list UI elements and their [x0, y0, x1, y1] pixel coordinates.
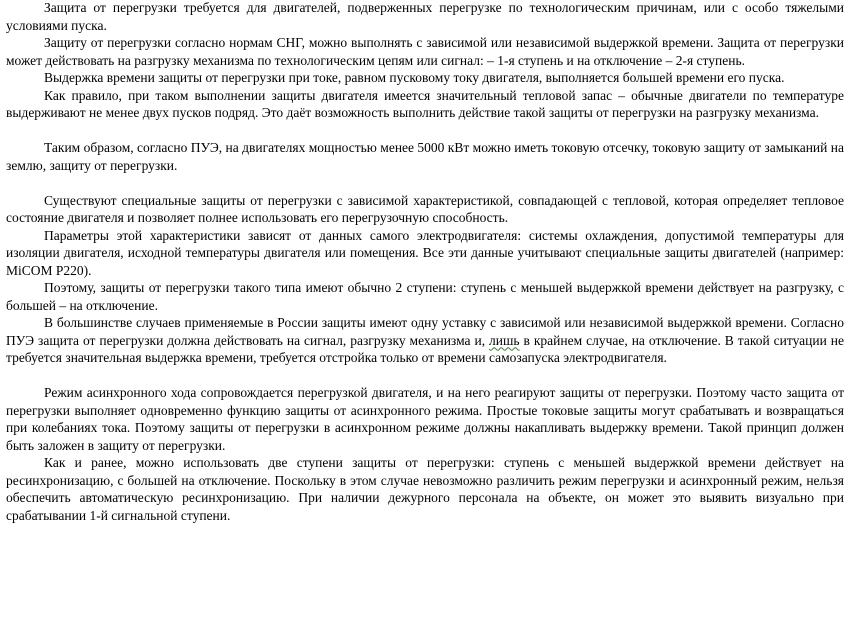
paragraph: Таким образом, согласно ПУЭ, на двигателях мощностью менее 5000 кВт можно иметь токовую отсечку, токовую защиту от замыканий на землю, защиту от перегрузки.: [6, 140, 844, 173]
document-body: [6, 0, 844, 524]
paragraph: [6, 314, 844, 367]
spellcheck-flagged-word: лишь: [489, 332, 520, 348]
paragraph: Выдержка времени защиты от перегрузки при токе, равном пусковому току двигателя, выполняется большей времени его пуска.: [44, 70, 785, 85]
paragraph: Защиту от перегрузки согласно нормам СНГ, можно выполнять с зависимой или независимой выдержкой времени. Защита от перегрузки может действовать на разгрузку механизма по технологическим цепям или сигнал: – 1-я ступень и на отключение – 2-я ступень.: [6, 35, 844, 68]
paragraph: Параметры этой характеристики зависят от данных самого электродвигателя: системы охлаждения, допустимой температуры для изоляции двигателя, исходной температуры двигателя или помещения. Все эти данные учитывают специальные защиты двигателей (например: MiCOM P220).: [6, 227, 844, 278]
paragraph-text: в крайнем случае, на отключение. В такой ситуации не требуется значительная выдержка времени, требуется отстройка только от времени самозапуска электродвигателя.: [6, 332, 844, 365]
paragraph: Существуют специальные защиты от перегрузки с зависимой характеристикой, совпадающей с тепловой, которая определяет тепловое состояние двигателя и позволяет полнее использовать его перегрузочную способность.: [6, 192, 844, 225]
blank-line: [6, 367, 844, 385]
paragraph-text: В большинстве случаев применяемые в России защиты имеют одну уставку с зависимой или независимой выдержкой времени. Согласно ПУЭ защита от перегрузки должна действовать на сигнал, разгрузку механизма и,: [6, 315, 844, 348]
paragraph: Как и ранее, можно использовать две ступени защиты от перегрузки: ступень с меньшей выдержкой времени действует на ресинхронизацию, с большей на отключение. Поскольку в этом случае невозможно различить режим перегрузки и асинхронный режим, нельзя обеспечить автоматическую ресинхронизацию. При наличии дежурного персонала на объекте, он может это выявить визуально при срабатывании 1-й сигнальной ступени.: [6, 455, 844, 523]
paragraph: Режим асинхронного хода сопровождается перегрузкой двигателя, и на него реагируют защиты от перегрузки. Поэтому часто защита от перегрузки выполняет одновременно функцию защиты от асинхронного режима. Простые токовые защиты могут срабатывать и возвращаться при колебаниях тока. Поэтому защиты от перегрузки в асинхронном режиме должны накапливать выдержку времени. Такой принцип должен быть заложен в защиту от перегрузки.: [6, 385, 844, 453]
paragraph: Защита от перегрузки требуется для двигателей, подверженных перегрузке по технологическим причинам, или с особо тяжелыми условиями пуска.: [6, 0, 844, 33]
blank-line: [6, 122, 844, 140]
paragraph: Поэтому, защиты от перегрузки такого типа имеют обычно 2 ступени: ступень с меньшей выдержкой времени действует на разгрузку, с большей – на отключение.: [6, 280, 844, 313]
blank-line: [6, 174, 844, 192]
paragraph: Как правило, при таком выполнении защиты двигателя имеется значительный тепловой запас – обычные двигатели по температуре выдерживают не менее двух пусков подряд. Это даёт возможность выполнить действие такой защиты от перегрузки на разгрузку механизма.: [6, 87, 844, 120]
